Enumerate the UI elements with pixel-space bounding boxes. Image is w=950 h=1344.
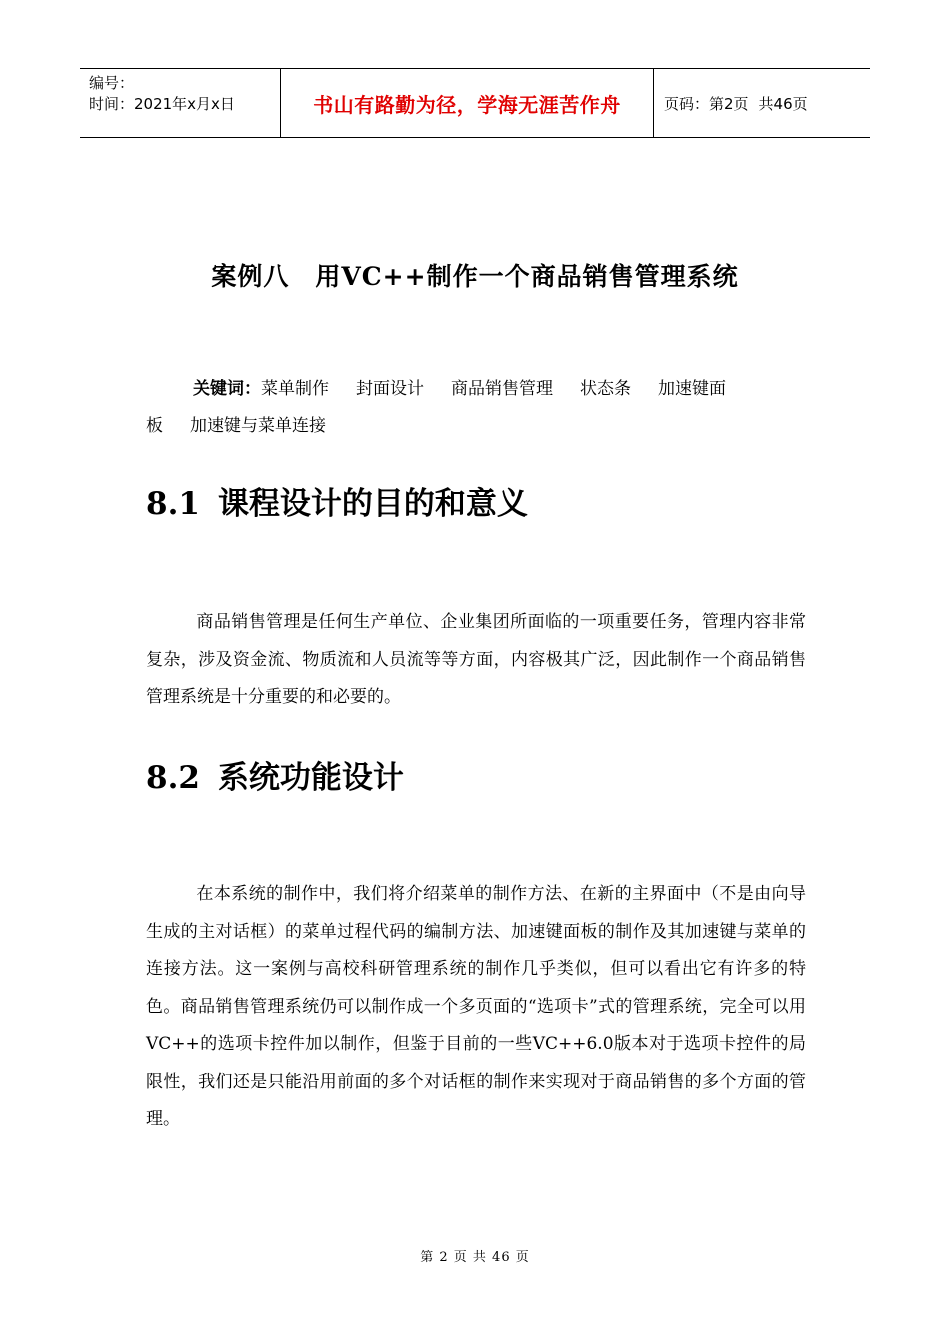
paragraph-text: 在本系统的制作中，我们将介绍菜单的制作方法、在新的主界面中（不是由向导生成的主对话框）的菜单过程代码的编制方法、加速键面板的制作及其加速键与菜单的连接方法。这一案例与高校科研管理系统的制作几乎类似，但可以看出它有许多的特色。商品销售管理系统仍可以制作成一个多页面的“选项卡”式的管理系统，完全可以用VC++的选项卡控件加以制作，但鉴于目前的一些VC++6.0版本对于选项卡控件的局限性，我们还是只能沿用前面的多个对话框的制作来实现对于商品销售的多个方面的管理。 [146,884,806,1129]
section-number: 8.2 [146,760,200,796]
serial-label: 编号： [89,74,135,92]
page-header [80,68,870,138]
page-number: 页码：第2页 [664,94,749,113]
paragraph-text: 商品销售管理是任何生产单位、企业集团所面临的一项重要任务，管理内容非常复杂，涉及资金流、物质流和人员流等等方面，内容极其广泛，因此制作一个商品销售管理系统是十分重要的和必要的。 [146,612,806,707]
keyword: 菜单制作 [261,379,329,399]
document-title: 案例八 用VC++制作一个商品销售管理系统 [211,262,739,291]
section-number: 8.1 [146,486,200,522]
keyword: 状态条 [580,379,631,399]
keywords-line2 [146,408,810,445]
section-title: 课程设计的目的和意义 [217,486,528,522]
section-heading [146,478,528,523]
header-page-info [654,69,870,137]
keywords-label: 关键词： [193,379,261,399]
header-motto: 书山有路勤为径，学海无涯苦作舟 [281,69,654,137]
section-paragraph [146,876,806,1139]
keyword: 商品销售管理 [451,379,553,399]
section-title: 系统功能设计 [217,760,404,796]
header-meta [80,69,281,137]
page-footer: 第 2 页 共 46 页 [420,1250,530,1265]
keyword: 板 [146,416,163,436]
keyword: 封面设计 [356,379,424,399]
keyword: 加速键与菜单连接 [190,416,326,436]
page-total: 共46页 [758,94,808,113]
section-paragraph [146,604,806,717]
time-label: 时间：2021年x月x日 [89,95,235,113]
section-heading [146,752,404,797]
keywords-block [146,371,810,445]
keyword: 加速键面 [658,379,726,399]
